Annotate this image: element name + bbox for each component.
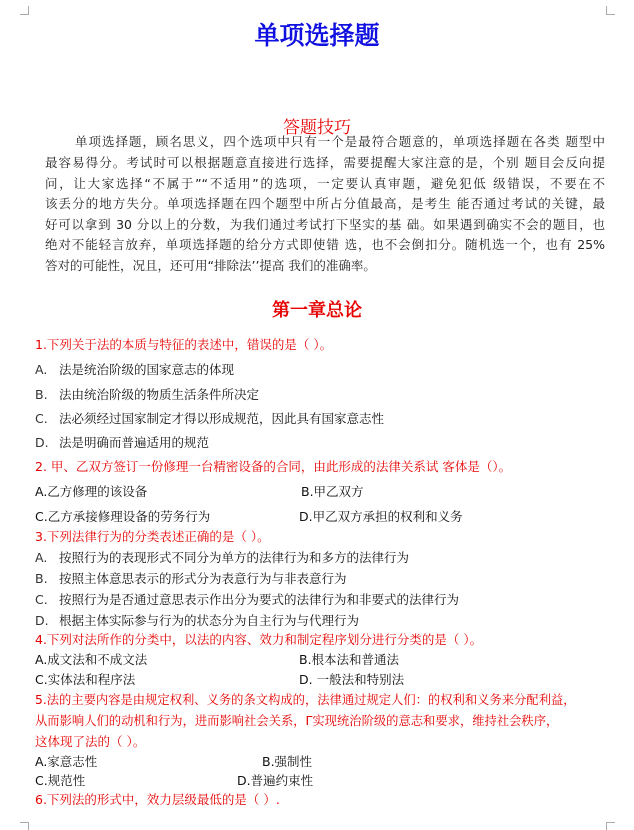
chapter-heading: 第一章总论 [272, 300, 362, 321]
option: B.甲乙双方 [301, 484, 364, 499]
option: D.普遍约束性 [237, 773, 314, 788]
option: A.家意志性 [35, 754, 98, 769]
tips-line: 答对的可能性，况且，还可用“排除法’’提高 我们的准确率。 [45, 258, 376, 273]
question-2-stem: 2. 甲、乙双方签订一份修理一台精密设备的合同，由此形成的法律关系试 客体是（）。 [35, 459, 512, 474]
option: C. 按照行为是否通过意思表示作出分为要式的法律行为和非要式的法律行为 [35, 592, 460, 607]
question-6-stem: 6.下列法的形式中，效力层级最低的是（ ）. [35, 792, 280, 807]
option: D. 法是明确而普遍适用的规范 [35, 435, 210, 450]
tips-line: 好可以拿到 30 分以上的分数，为我们通过考试打下坚实的基 础。如果遇到确实不会的题目，也 [45, 217, 605, 232]
question-3-stem: 3.下列法律行为的分类表述正确的是（ ）。 [35, 529, 270, 544]
option: B. 按照主体意思表示的形式分为表意行为与非表意行为 [35, 571, 347, 586]
option: A. 法是统治阶级的国家意志的体现 [35, 362, 235, 377]
option: D. 一般法和特别法 [299, 672, 405, 687]
document-title: 单项选择题 [254, 21, 380, 50]
tips-line: 最容易得分。考试时可以根据题意直接进行选择，需要提醒大家注意的是，个别 题目会反向提 [45, 155, 605, 170]
option: B.强制性 [262, 754, 313, 769]
option: A.乙方修理的该设备 [35, 484, 148, 499]
tips-line: 绝对不能轻言放弃，单项选择题的给分方式即使错 选，也不会倒扣分。随机选一个，也有 25% [45, 237, 605, 252]
corner-mark [20, 822, 29, 830]
corner-mark [20, 6, 29, 15]
option: B.根本法和普通法 [299, 652, 400, 667]
corner-mark [606, 822, 615, 830]
question-5-stem: 从而影响人们的动机和行为，进而影响社会关系，Γ实现统治阶级的意志和要求，维持社会秩序， [35, 714, 559, 728]
tips-line: 单项选择题，顾名思义，四个选项中只有一个是最符合题意的，单项选择题在各类 题型中 [75, 134, 605, 149]
question-5-stem: 这体现了法的（ ）。 [35, 734, 146, 749]
option: C.乙方承接修理设备的劳务行为 [35, 509, 211, 524]
question-4-stem: 4.下列对法所作的分类中，以法的内容、效力和制定程序划分进行分类的是（ ）。 [35, 632, 483, 647]
question-1-stem: 1.下列关于法的本质与特征的表述中，错误的是（ ）。 [35, 337, 333, 352]
corner-mark [606, 6, 615, 15]
tips-line: 该丢分的地方失分。单项选择题在四个题型中所占分值最高，是考生 能否通过考试的关键，最 [45, 196, 605, 211]
option: C.规范性 [35, 773, 86, 788]
option: B. 法由统治阶级的物质生活条件所决定 [35, 387, 260, 402]
option: A.成文法和不成文法 [35, 652, 148, 667]
option: A. 按照行为的表现形式不同分为单方的法律行为和多方的法律行为 [35, 550, 410, 565]
option: C.实体法和程序法 [35, 672, 136, 687]
option: D. 根据主体实际参与行为的状态分为自主行为与代理行为 [35, 613, 360, 628]
option: D.甲乙双方承担的权利和义务 [299, 509, 463, 524]
tips-line: 问，让大家选择“不属于”“不适用”的选项，一定要认真审题，避免犯低 级错误，不要在不 [45, 176, 605, 191]
option: C. 法必须经过国家制定才得以形成规范，因此具有国家意志性 [35, 411, 385, 426]
tips-heading: 答题技巧 [283, 118, 351, 138]
question-5-stem: 5.法的主要内容是由规定权利、义务的条文构成的，法律通过规定人们：的权利和义务来分配利益， [35, 693, 576, 707]
